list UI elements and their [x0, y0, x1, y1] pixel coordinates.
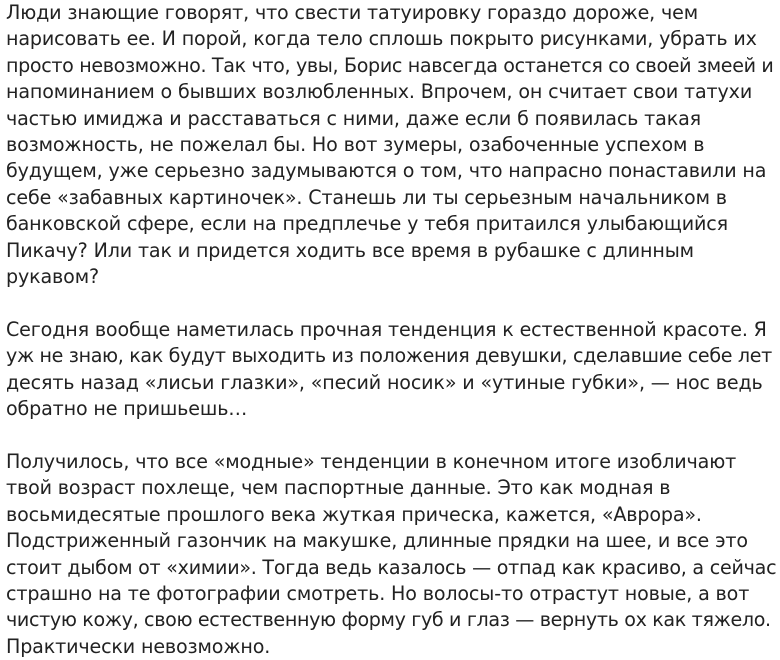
text-line: обратно не пришьешь… — [6, 397, 248, 421]
text-line: нарисовать ее. И порой, когда тело сплошь покрыто рисунками, убрать их — [6, 27, 757, 51]
paragraph-2 — [6, 317, 776, 423]
text-line: Люди знающие говорят, что свести татуировку гораздо дороже, чем — [6, 1, 699, 24]
text-line: десять назад «лисьи глазки», «песий носик» и «утиные губки», — нос ведь — [6, 370, 763, 394]
text-line: Практически невозможно. — [6, 634, 271, 658]
text-line: стоит дыбом от «химии». Тогда ведь казалось — отпад как красиво, а сейчас — [6, 555, 777, 579]
text-line: страшно на те фотографии смотреть. Но волосы-то отрастут новые, а вот — [6, 581, 750, 605]
text-line: чистую кожу, свою естественную форму губ и глаз — вернуть ох как тяжело. — [6, 608, 771, 632]
text-line: будущем, уже серьезно задумываются о том, что напрасно понаставили на — [6, 159, 767, 183]
text-line: частью имиджа и расставаться с ними, даже если б появилась такая — [6, 106, 701, 130]
paragraph-spacer — [6, 290, 776, 316]
text-line: себе «забавных картиночек». Станешь ли ты серьезным начальником в — [6, 185, 727, 209]
text-line: твой возраст похлеще, чем паспортные данные. Это как модная в — [6, 476, 671, 500]
text-line: напоминанием о бывших возлюбленных. Впрочем, он считает свои татухи — [6, 80, 753, 104]
paragraph-3 — [6, 449, 776, 660]
text-line: Пикачу? Или так и придется ходить все время в рубашке с длинным — [6, 238, 694, 262]
text-line: восьмидесятые прошлого века жуткая прическа, кажется, «Аврора». — [6, 502, 702, 526]
paragraph-1 — [6, 0, 776, 290]
text-line: просто невозможно. Так что, увы, Борис навсегда останется со своей змеей и — [6, 53, 774, 77]
paragraph-spacer — [6, 422, 776, 448]
text-line: рукавом? — [6, 265, 99, 289]
text-line: Сегодня вообще наметилась прочная тенденция к естественной красоте. Я — [6, 317, 767, 341]
text-line: уж не знаю, как будут выходить из положения девушки, сделавшие себе лет — [6, 344, 772, 368]
text-line: Получилось, что все «модные» тенденции в конечном итоге изобличают — [6, 449, 737, 473]
text-line: банковской сфере, если на предплечье у тебя притаился улыбающийся — [6, 212, 728, 236]
text-line: возможность, не пожелал бы. Но вот зумеры, озабоченные успехом в — [6, 133, 705, 157]
text-line: Подстриженный газончик на макушке, длинные прядки на шее, и все это — [6, 529, 748, 553]
